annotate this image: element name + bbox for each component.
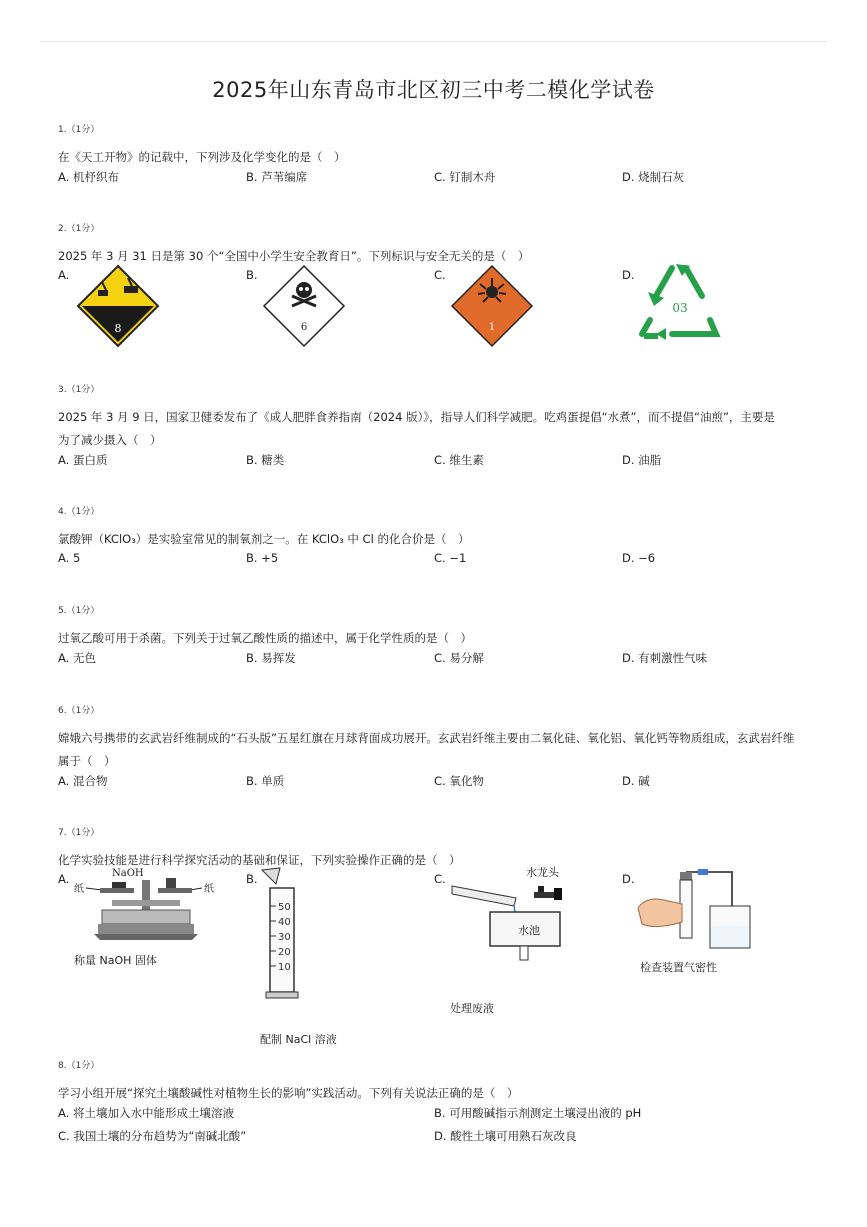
option-d[interactable]: D. 酸性土壤可用熟石灰改良: [434, 1129, 577, 1143]
balance-scale-icon: [72, 866, 218, 948]
question-stem: [58, 406, 818, 452]
option-c[interactable]: C. −1: [434, 551, 467, 565]
question-stem: 过氧乙酸可用于杀菌。下列关于过氧乙酸性质的描述中，属于化学性质的是（ ）: [58, 631, 472, 645]
airtightness-check-icon: [636, 866, 756, 956]
question-stem: 在《天工开物》的记载中，下列涉及化学变化的是（ ）: [58, 150, 346, 164]
cylinder-mark: 30: [278, 932, 291, 943]
option-a[interactable]: A. 5: [58, 551, 81, 565]
question-number: 5.（1分）: [58, 606, 100, 616]
option-b[interactable]: B. 易挥发: [246, 651, 296, 665]
question-stem-line: 为了减少摄入（ ）: [58, 433, 162, 447]
option-d-caption: 检查装置气密性: [640, 961, 717, 974]
option-b-caption: 配制 NaCl 溶液: [260, 1033, 337, 1046]
corrosive-sign-icon: [76, 264, 160, 348]
sign-number: 6: [300, 322, 308, 333]
question-1: [58, 122, 818, 191]
option-c[interactable]: C.: [434, 268, 446, 282]
option-d[interactable]: D. 油脂: [622, 453, 662, 467]
option-a[interactable]: A. 将土壤加入水中能形成土壤溶液: [58, 1106, 234, 1120]
option-b[interactable]: B.: [246, 872, 258, 886]
question-6: [58, 703, 818, 795]
toxic-sign-icon: [262, 264, 346, 348]
question-number: 8.（1分）: [58, 1061, 100, 1071]
option-b[interactable]: B. 可用酸碱指示剂测定土壤浸出液的 pH: [434, 1106, 642, 1120]
page-title: 2025年山东青岛市北区初三中考二模化学试卷: [212, 78, 655, 102]
question-stem-line: 属于（ ）: [58, 754, 116, 768]
faucet-label: 水龙头: [526, 866, 559, 879]
option-c[interactable]: C. 我国土壤的分布趋势为“南碱北酸”: [58, 1129, 247, 1143]
question-number: 4.（1分）: [58, 507, 100, 517]
option-b[interactable]: B. +5: [246, 551, 279, 565]
option-d[interactable]: D. −6: [622, 551, 656, 565]
sign-number: 03: [672, 301, 688, 315]
option-b[interactable]: B. 芦苇编席: [246, 170, 308, 184]
paper-left-label: 纸: [74, 884, 84, 895]
option-b[interactable]: B.: [246, 268, 258, 282]
question-stem: 2025 年 3 月 31 日是第 30 个“全国中小学生安全教育日”。下列标识与安全无关的是（ ）: [58, 249, 530, 263]
option-a-caption: 称量 NaOH 固体: [74, 954, 157, 967]
question-stem: [58, 727, 818, 773]
paper-right-label: 纸: [204, 884, 214, 895]
option-a[interactable]: A. 蛋白质: [58, 453, 108, 467]
option-b[interactable]: B. 糖类: [246, 453, 285, 467]
option-a[interactable]: A.: [58, 872, 70, 886]
cylinder-mark: 10: [278, 962, 291, 973]
option-c[interactable]: C. 易分解: [434, 651, 484, 665]
question-number: 6.（1分）: [58, 706, 100, 716]
question-number: 2.（1分）: [58, 224, 100, 234]
question-stem-line: 2025 年 3 月 9 日，国家卫健委发布了《成人肥胖食养指南（2024 版）》，指导人们科学减肥。吃鸡蛋提倡“水煮”，而不提倡“油煎”，主要是: [58, 410, 775, 424]
option-c[interactable]: C. 钉制木舟: [434, 170, 496, 184]
option-c[interactable]: C. 维生素: [434, 453, 484, 467]
option-d[interactable]: D.: [622, 872, 635, 886]
sink-disposal-icon: [450, 864, 570, 964]
question-stem-line: 嫦娥六号携带的玄武岩纤维制成的“石头版”五星红旗在月球背面成功展开。玄武岩纤维主要由二氧化硅、氧化铝、氧化钙等物质组成，玄武岩纤维: [58, 731, 795, 745]
option-b[interactable]: B. 单质: [246, 774, 285, 788]
question-stem: 化学实验技能是进行科学探究活动的基础和保证，下列实验操作正确的是（ ）: [58, 853, 461, 867]
sign-number: 1: [488, 322, 496, 333]
question-stem: 学习小组开展“探究土壤酸碱性对植物生长的影响”实践活动。下列有关说法正确的是（ ）: [58, 1086, 519, 1100]
cylinder-mark: 40: [278, 917, 291, 928]
header-divider: [40, 41, 827, 42]
question-8: [58, 1058, 818, 1151]
question-stem: 氯酸钾（KClO₃）是实验室常见的制氧剂之一。在 KClO₃ 中 Cl 的化合价是（ ）: [58, 532, 470, 546]
sign-number: 8: [114, 322, 122, 335]
cylinder-mark: 20: [278, 947, 291, 958]
graduated-cylinder-icon: [258, 866, 308, 1006]
option-d[interactable]: D.: [622, 268, 635, 282]
option-c[interactable]: C. 氧化物: [434, 774, 484, 788]
question-4: [58, 504, 818, 573]
explosive-sign-icon: [450, 264, 534, 348]
option-a[interactable]: A. 无色: [58, 651, 96, 665]
cylinder-mark: 50: [278, 902, 291, 913]
option-a[interactable]: A. 机杼织布: [58, 170, 119, 184]
naoh-label: NaOH: [112, 868, 144, 879]
question-number: 7.（1分）: [58, 828, 100, 838]
question-7: [58, 825, 818, 1046]
option-d[interactable]: D. 烧制石灰: [622, 170, 685, 184]
recycle-sign-icon: [636, 262, 722, 346]
question-number: 3.（1分）: [58, 385, 100, 395]
option-c-caption: 处理废液: [450, 1002, 494, 1015]
question-2: [58, 221, 818, 358]
sink-label: 水池: [518, 924, 540, 937]
option-a[interactable]: A. 混合物: [58, 774, 108, 788]
option-d[interactable]: D. 有刺激性气味: [622, 651, 708, 665]
question-5: [58, 603, 818, 672]
question-number: 1.（1分）: [58, 125, 100, 135]
option-d[interactable]: D. 碱: [622, 774, 650, 788]
option-a[interactable]: A.: [58, 268, 70, 282]
question-3: [58, 382, 818, 474]
option-c[interactable]: C.: [434, 872, 446, 886]
